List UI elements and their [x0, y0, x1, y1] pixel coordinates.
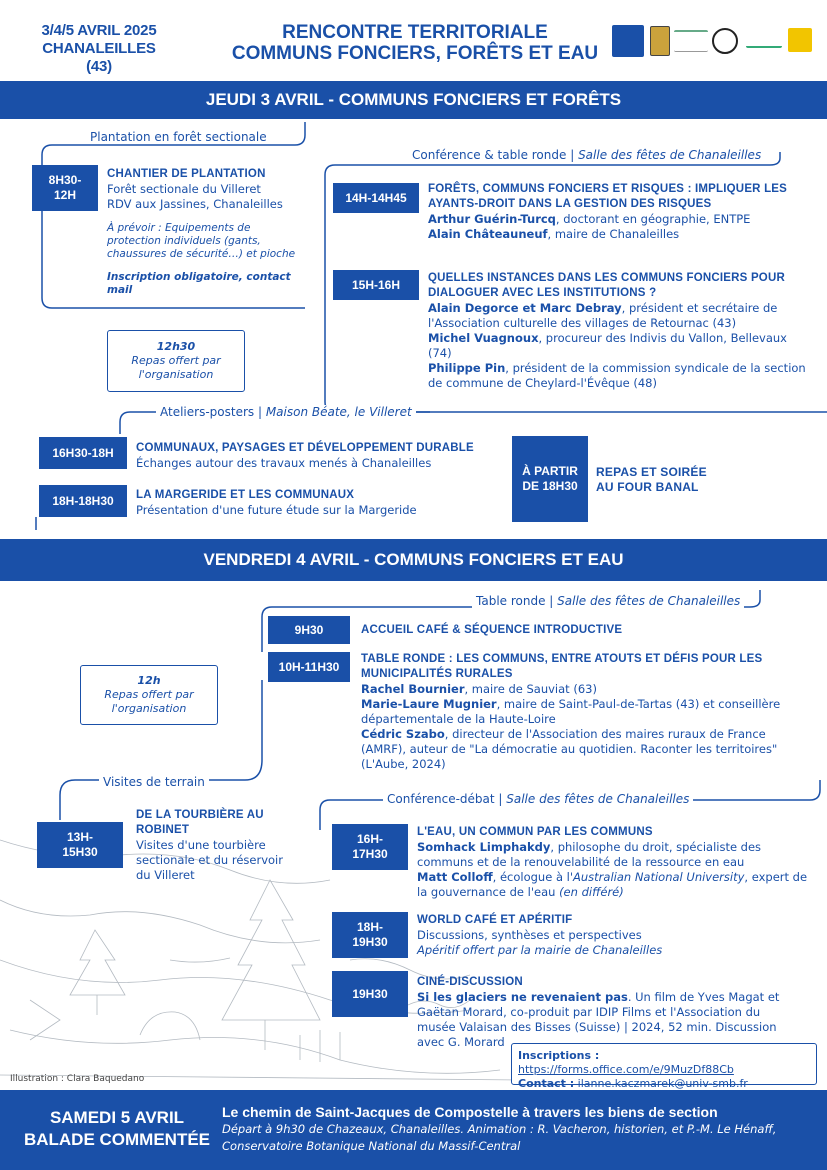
ateliers-place: Maison Béate, le Villeret	[265, 405, 412, 419]
session-visites	[136, 808, 296, 883]
session-title: WORLD CAFÉ ET APÉRITIF	[417, 914, 573, 926]
session-1	[428, 182, 808, 242]
session-meeting-point: RDV aux Jassines, Chanaleilles	[107, 197, 283, 211]
session-title: TABLE RONDE : LES COMMUNS, ENTRE ATOUTS ET DÉFIS POUR LES MUNICIPALITÉS RURALES	[361, 653, 763, 680]
region-logo-icon	[746, 32, 782, 48]
speaker-name: Alain Châteauneuf	[428, 227, 548, 241]
session-title: DE LA TOURBIÈRE AU ROBINET	[136, 809, 264, 836]
speaker-name: Matt Colloff	[417, 870, 493, 884]
section-label-ateliers: Ateliers-posters | Maison Béate, le Villeret	[156, 405, 416, 419]
event-dates	[34, 22, 164, 76]
walk-text-1: Départ à 9h30 de Chazeaux, Chanaleilles. Animation : R. Vacheron, historien, et P.-M. Le Hénaff,	[222, 1122, 777, 1136]
speaker-name: Arthur Guérin-Turcq	[428, 212, 556, 226]
conference-place: Salle des fêtes de Chanaleilles	[578, 148, 762, 162]
session-title: L'EAU, UN COMMUN PAR LES COMMUNS	[417, 826, 653, 838]
speaker-role: , directeur de l'Association des maires ruraux de France (AMRF), auteur de "La démocratie au quotidien. Raconter les territoires" (L'Aube, 2024)	[361, 727, 778, 771]
university-logo-icon	[712, 28, 738, 54]
meal-time: 12h	[137, 674, 161, 687]
session-title: FORÊTS, COMMUNS FONCIERS ET RISQUES : IMPLIQUER LES AYANTS-DROIT DANS LA GESTION DES RISQUES	[428, 183, 788, 210]
debat-place: Salle des fêtes de Chanaleilles	[506, 792, 690, 806]
atelier-2	[136, 488, 496, 518]
film-text: . Un film de Yves Magat et Gaëtan Morard, co-produit par IDIP Films et l'Association du musée Valaisan des Bisses (Suisse) | 2024, 52 min. Discussion avec G. Morard	[417, 990, 780, 1049]
speaker-name: Rachel Bournier	[361, 682, 465, 696]
inscription-link[interactable]: https://forms.office.com/e/9MuzDf88Cb	[518, 1063, 734, 1076]
session-2	[428, 271, 808, 391]
speaker-role: , président de la commission syndicale de la section de commune de Cheylard-l'Évêque (48)	[428, 361, 806, 390]
day-1-band: JEUDI 3 AVRIL - COMMUNS FONCIERS ET FORÊTS	[0, 81, 827, 119]
speaker-role: , philosophe du droit, spécialiste des communs et de la renouvelabilité de la ressource en eau	[417, 840, 762, 869]
speaker-role: , maire de Sauviat (63)	[464, 682, 597, 696]
title-line-1: RENCONTRE TERRITORIALE	[282, 22, 548, 43]
saturday-details	[222, 1103, 822, 1155]
time-debat-3: 19H30	[332, 971, 408, 1017]
section-label-tableronde: Table ronde | Salle des fêtes de Chanaleilles	[472, 594, 744, 608]
session-plantation	[107, 167, 307, 297]
time-plantation: 8H30- 12H	[32, 165, 98, 211]
inscriptions-label: Inscriptions :	[518, 1049, 600, 1062]
department-crest-icon	[650, 26, 670, 56]
deferred-note: (en différé)	[559, 885, 624, 899]
title-line-2: COMMUNS FONCIERS, FORÊTS ET EAU	[231, 43, 599, 64]
time-atelier-2: 18H-18H30	[39, 485, 127, 517]
evening-title: REPAS ET SOIRÉE AU FOUR BANAL	[596, 465, 707, 494]
page-title	[230, 22, 600, 64]
saturday-date: SAMEDI 5 AVRIL	[49, 1108, 185, 1127]
saturday-heading	[22, 1107, 212, 1151]
atelier-1	[136, 441, 496, 471]
section-label-plantation: Plantation en forêt sectionale	[86, 130, 271, 144]
speaker-role: , maire de Chanaleilles	[547, 227, 680, 241]
atelier-text: Présentation d'une future étude sur la Margeride	[136, 503, 417, 517]
atelier-text: Échanges autour des travaux menés à Chanaleilles	[136, 456, 432, 470]
speaker-role: , procureur des Indivis du Vallon, Bellevaux (74)	[428, 331, 787, 360]
contact-email[interactable]: ilanne.kaczmarek@univ-smb.fr	[577, 1077, 748, 1090]
speaker-name: Alain Degorce et Marc Debray	[428, 301, 622, 315]
fondation-logo-icon	[612, 25, 644, 57]
speaker-name: Marie-Laure Mugnier	[361, 697, 497, 711]
time-tableronde: 10H-11H30	[268, 652, 350, 682]
meal-box-day2	[80, 665, 218, 725]
session-text: Visites d'une tourbière sectionale et du réservoir du Villeret	[136, 838, 283, 882]
university-name: Australian National University	[573, 870, 745, 884]
session-title: CHANTIER DE PLANTATION	[107, 168, 266, 180]
session-debat-3	[417, 975, 797, 1050]
atelier-title: LA MARGERIDE ET LES COMMUNAUX	[136, 489, 355, 501]
tableronde-place: Salle des fêtes de Chanaleilles	[557, 594, 741, 608]
time-session-1: 14H-14H45	[333, 183, 419, 213]
film-title: Si les glaciers ne revenaient pas	[417, 990, 628, 1004]
session-debat-1: L'EAU, UN COMMUN PAR LES COMMUNS Somhack Limphakdy, philosophe du droit, spécialiste des communs et de la renouvelabilité de la ressource en eau Matt Colloff, écologue à l'Australian National University, expert de la gouvernance de l'eau (en différé)	[417, 825, 812, 900]
speaker-role: , président et secrétaire de l'Association culturelle des villages de Retournac (43)	[428, 301, 778, 330]
accueil-title: ACCUEIL CAFÉ & SÉQUENCE INTRODUCTIVE	[361, 624, 623, 636]
inscriptions-box	[511, 1043, 817, 1090]
time-session-2: 15H-16H	[333, 270, 419, 300]
section-label-conference: Conférence & table ronde | Salle des fêtes de Chanaleilles	[408, 148, 765, 162]
session-tableronde	[361, 652, 811, 772]
speaker-role: , doctorant en géographie, ENTPE	[555, 212, 751, 226]
partner-logos	[612, 24, 817, 58]
speaker-role: , maire de Saint-Paul-de-Tartas (43) et conseillère départementale de la Haute-Loire	[361, 697, 781, 726]
speaker-name: Michel Vuagnoux	[428, 331, 539, 345]
section-label-debat: Conférence-débat | Salle des fêtes de Chanaleilles	[383, 792, 693, 806]
meal-text: Repas offert par l'organisation	[104, 688, 194, 715]
time-accueil: 9H30	[268, 616, 350, 644]
session-text: Discussions, synthèses et perspectives	[417, 928, 642, 942]
chamber-logo-icon	[674, 30, 708, 52]
meal-text: Repas offert par l'organisation	[131, 354, 221, 381]
meal-time: 12h30	[156, 340, 196, 353]
atelier-title: COMMUNAUX, PAYSAGES ET DÉVELOPPEMENT DURABLE	[136, 442, 474, 454]
time-atelier-1: 16H30-18H	[39, 437, 127, 469]
time-visites: 13H- 15H30	[37, 822, 123, 868]
footer-band	[0, 1090, 827, 1170]
meal-box-day1	[107, 330, 245, 392]
speaker-name: Philippe Pin	[428, 361, 506, 375]
walk-title: Le chemin de Saint-Jacques de Compostelle à travers les biens de section	[222, 1104, 718, 1120]
time-debat-1: 16H- 17H30	[332, 824, 408, 870]
time-evening: À PARTIR DE 18H30	[512, 436, 588, 522]
session-title: CINÉ-DISCUSSION	[417, 976, 523, 988]
speaker-name: Somhack Limphakdy	[417, 840, 551, 854]
speaker-name: Cédric Szabo	[361, 727, 445, 741]
saturday-activity: BALADE COMMENTÉE	[23, 1130, 211, 1149]
partner-logo-icon	[788, 28, 812, 52]
session-debat-2	[417, 913, 812, 958]
illustration-credit: Illustration : Clara Baquedano	[10, 1074, 145, 1084]
walk-text-2: Conservatoire Botanique National du Massif-Central	[222, 1139, 521, 1153]
section-label-visites: Visites de terrain	[99, 775, 209, 789]
equipment-note: À prévoir : Equipements de protection individuels (gants, chaussures de sécurité…) et pioche	[107, 222, 296, 260]
time-debat-2: 18H- 19H30	[332, 912, 408, 958]
dates-line: 3/4/5 AVRIL 2025	[41, 22, 157, 39]
session-note: Apéritif offert par la mairie de Chanaleilles	[417, 943, 663, 957]
contact-label: Contact :	[518, 1077, 575, 1090]
session-place: Forêt sectionale du Villeret	[107, 182, 261, 196]
day-2-band: VENDREDI 4 AVRIL - COMMUNS FONCIERS ET EAU	[0, 539, 827, 581]
inscription-note: Inscription obligatoire, contact mail	[107, 271, 291, 296]
location-line: CHANALEILLES (43)	[42, 40, 156, 75]
session-title: QUELLES INSTANCES DANS LES COMMUNS FONCIERS POUR DIALOGUER AVEC LES INSTITUTIONS ?	[428, 272, 785, 299]
